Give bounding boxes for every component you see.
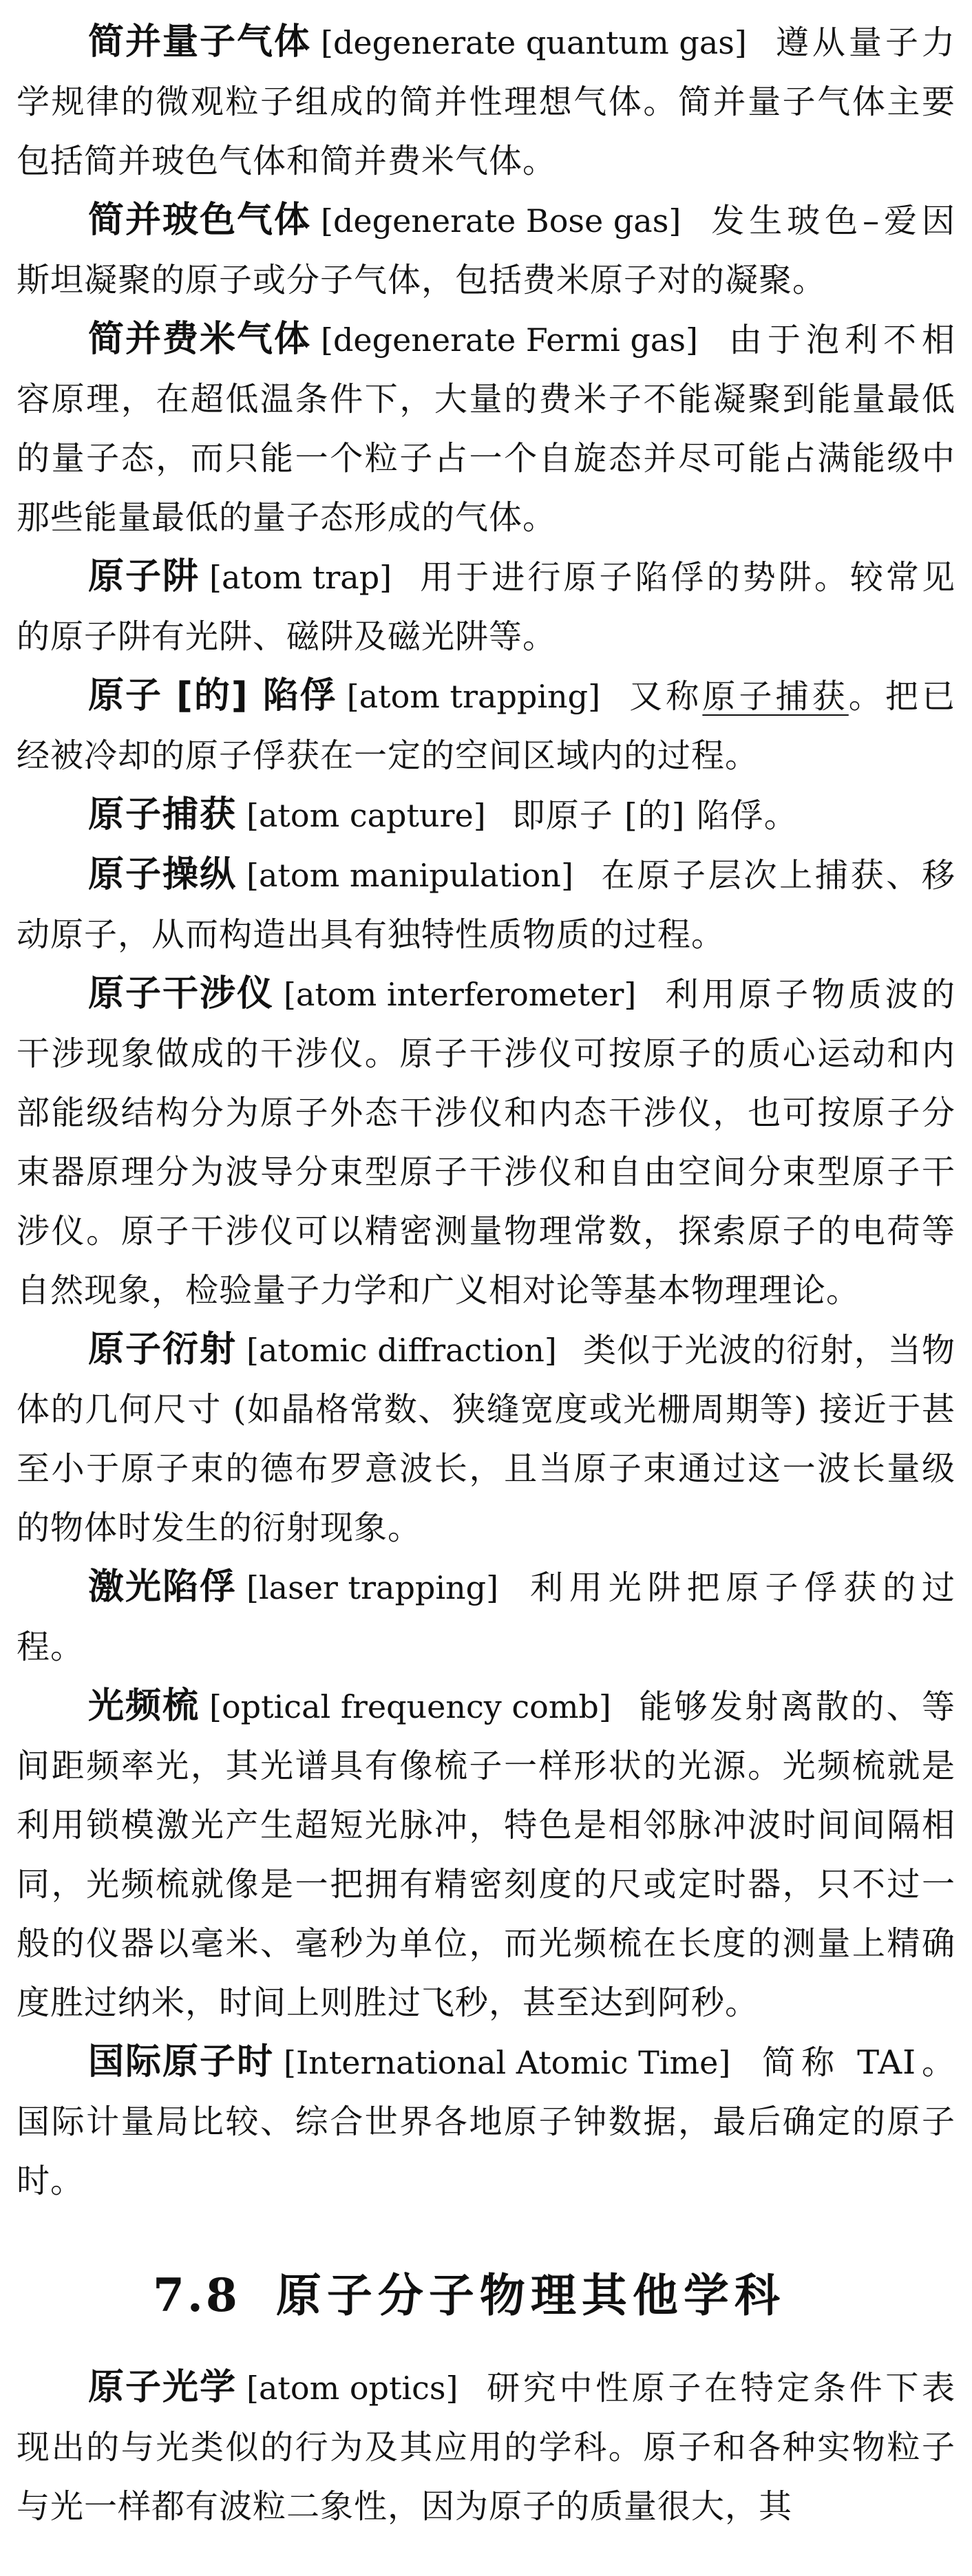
entry-head: [17, 2032, 730, 2092]
entry-term: 原子光学: [88, 2367, 237, 2408]
entry-term: 激光陷俘: [88, 1566, 237, 1608]
entry-english: [atom trap]: [209, 559, 392, 596]
section-title: 原子分子物理其他学科: [275, 2268, 785, 2322]
entry-english-text: atomic diffraction: [258, 1332, 545, 1369]
entry-english: [atom capture]: [246, 797, 486, 834]
entry-head: [17, 666, 600, 726]
entry-definition: 简称 TAI。国际计量局比较、综合世界各地原子钟数据，最后确定的原子时。: [17, 2043, 955, 2200]
entry-term: 原子 [的] 陷俘: [88, 675, 337, 716]
entry-atom-optics: [17, 2358, 955, 2536]
entry-english-text: atom capture: [258, 797, 474, 834]
entry-definition: 能够发射离散的、等间距频率光，其光谱具有像梳子一样形状的光源。光频梳就是利用锁模激光产生超短光脉冲，特色是相邻脉冲波时间间隔相同，光频梳就像是一把拥有精密刻度的尺或定时器，只不过一般的仪器以毫米、毫秒为单位，而光频梳在长度的测量上精确度胜过纳米，时间上则胜过飞秒，甚至达到阿秒。: [17, 1688, 955, 2022]
entry-degenerate-bose-gas: [17, 191, 955, 310]
entry-definition: 遵从量子力学规律的微观粒子组成的简并性理想气体。简并量子气体主要包括简并玻色气体和简并费米气体。: [17, 23, 955, 180]
entry-definition: 类似于光波的衍射，当物体的几何尺寸 (如晶格常数、狭缝宽度或光栅周期等) 接近于甚至小于原子束的德布罗意波长，且当原子束通过这一波长量级的物体时发生的衍射现象。: [17, 1331, 955, 1547]
entry-head: [17, 1676, 611, 1736]
entry-english: [atomic diffraction]: [246, 1332, 557, 1369]
entry-term: 原子衍射: [88, 1329, 237, 1370]
entry-english-text: International Atomic Time: [295, 2044, 719, 2081]
entry-english-text: laser trapping: [258, 1569, 487, 1606]
entry-english: [atom manipulation]: [246, 857, 573, 894]
entry-term: 原子阱: [88, 556, 200, 597]
entry-term: 简并玻色气体: [88, 200, 312, 241]
entry-head: [17, 12, 747, 72]
entry-atomic-diffraction: [17, 1320, 955, 1557]
section-number: 7.8: [153, 2268, 240, 2322]
entry-english-text: degenerate Bose gas: [332, 202, 669, 239]
entry-head: [17, 191, 681, 251]
entry-english-text: atom optics: [258, 2370, 446, 2407]
entry-international-atomic-time: [17, 2032, 955, 2211]
entry-optical-frequency-comb: [17, 1676, 955, 2032]
entry-english-text: optical frequency comb: [221, 1688, 599, 1725]
entry-term: 简并量子气体: [88, 21, 312, 63]
entry-head: [17, 845, 573, 905]
entry-atom-trap: [17, 547, 955, 666]
entry-english: [optical frequency comb]: [209, 1688, 611, 1725]
entry-term: 光频梳: [88, 1685, 200, 1727]
entry-english: [atom optics]: [246, 2370, 458, 2407]
entry-term: 国际原子时: [88, 2041, 275, 2083]
entry-english: [degenerate Fermi gas]: [321, 321, 698, 359]
definition-prefix: 又称: [626, 677, 703, 716]
entry-definition: 利用原子物质波的干涉现象做成的干涉仪。原子干涉仪可按原子的质心运动和内部能级结构分为原子外态干涉仪和内态干涉仪，也可按原子分束器原理分为波导分束型原子干涉仪和自由空间分束型原子干涉仪。原子干涉仪可以精密测量物理常数，探索原子的电荷等自然现象，检验量子力学和广义相对论等基本物理理论。: [17, 975, 955, 1310]
entry-head: [17, 1557, 498, 1617]
entry-definition: 利用光阱把原子俘获的过程。: [17, 1568, 955, 1666]
entry-english-text: degenerate quantum gas: [332, 24, 735, 61]
entry-head: [17, 785, 486, 845]
entry-english: [International Atomic Time]: [284, 2044, 731, 2081]
entry-atom-trapping: [17, 666, 955, 785]
definition-suffix: 。把已经被冷却的原子俘获在一定的空间区域内的过程。: [17, 677, 955, 775]
entry-english: [degenerate quantum gas]: [321, 24, 747, 61]
entry-term: 原子捕获: [88, 794, 237, 835]
entry-term: 简并费米气体: [88, 319, 312, 360]
entry-english-text: atom trapping: [359, 678, 589, 715]
entry-head: [17, 2358, 458, 2418]
entry-definition: 研究中性原子在特定条件下表现出的与光类似的行为及其应用的学科。原子和各种实物粒子与光一样都有波粒二象性，因为原子的质量很大，其: [17, 2369, 955, 2526]
section-heading: [17, 2257, 955, 2333]
entry-atom-interferometer: [17, 964, 955, 1320]
entry-english-text: atom trap: [221, 559, 380, 596]
entry-definition: 由于泡利不相容原理，在超低温条件下，大量的费米子不能凝聚到能量最低的量子态，而只能一个粒子占一个自旋态并尽可能占满能级中那些能量最低的量子态形成的气体。: [17, 321, 955, 537]
entry-definition: 用于进行原子陷俘的势阱。较常见的原子阱有光阱、磁阱及磁光阱等。: [17, 558, 955, 656]
entry-head: [17, 547, 392, 607]
entry-definition: 即原子 [的] 陷俘。: [511, 796, 798, 835]
entry-term: 原子干涉仪: [88, 973, 275, 1014]
entry-english-text: atom interferometer: [295, 976, 624, 1013]
entry-term: 原子操纵: [88, 854, 237, 895]
entry-head: [17, 1320, 557, 1380]
cross-reference-link[interactable]: 原子捕获: [702, 677, 849, 716]
entry-atom-manipulation: [17, 845, 955, 964]
entry-definition: 在原子层次上捕获、移动原子，从而构造出具有独特性质物质的过程。: [17, 856, 955, 954]
entry-degenerate-quantum-gas: [17, 12, 955, 191]
entry-english: [degenerate Bose gas]: [321, 202, 682, 239]
entry-head: [17, 310, 698, 370]
entry-english-text: degenerate Fermi gas: [332, 321, 686, 359]
entry-english-text: atom manipulation: [258, 857, 561, 894]
entry-english: [laser trapping]: [246, 1569, 499, 1606]
entry-english: [atom trapping]: [346, 678, 601, 715]
entry-laser-trapping: [17, 1557, 955, 1676]
entry-definition: 发生玻色–爱因斯坦凝聚的原子或分子气体，包括费米原子对的凝聚。: [17, 202, 955, 299]
entry-degenerate-fermi-gas: [17, 310, 955, 547]
entry-atom-capture: [17, 785, 955, 845]
entry-head: [17, 964, 636, 1024]
entry-english: [atom interferometer]: [284, 976, 637, 1013]
